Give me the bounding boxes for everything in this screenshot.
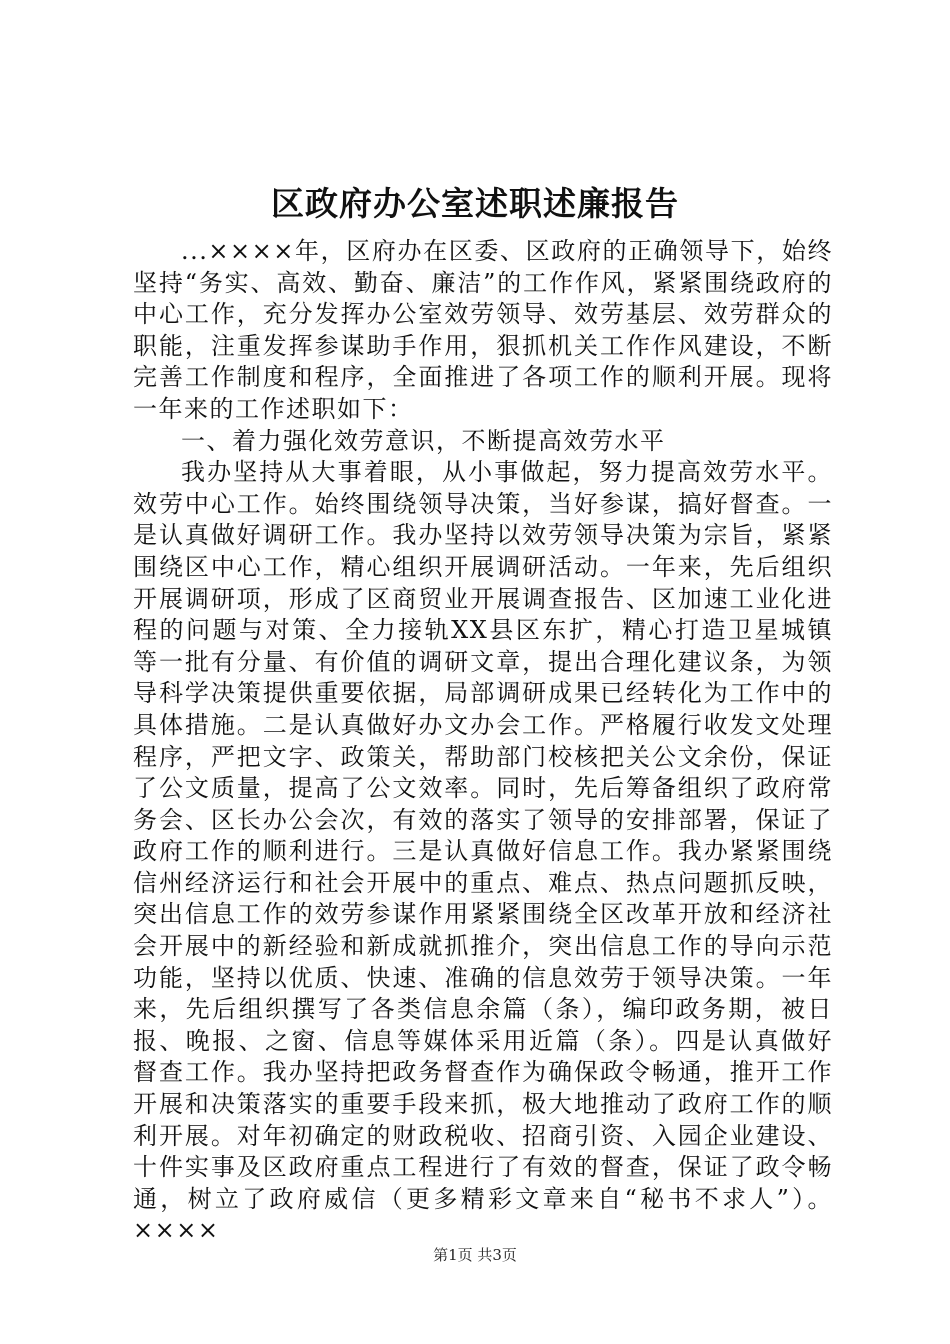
section-heading: 一、着力强化效劳意识，不断提高效劳水平: [181, 426, 666, 455]
document-body: [133, 236, 833, 1247]
body-paragraph: 我办坚持从大事着眼，从小事做起，努力提高效劳水平。效劳中心工作。始终围绕领导决策，当好参谋，搞好督查。一是认真做好调研工作。我办坚持以效劳领导决策为宗旨，紧紧围绕区中心工作，精心组织开展调研活动。一年来，先后组织开展调研项，形成了区商贸业开展调查报告、区加速工业化进程的问题与对策、全力接轨XX县区东扩，精心打造卫星城镇等一批有分量、有价值的调研文章，提出合理化建议条，为领导科学决策提供重要依据，局部调研成果已经转化为工作中的具体措施。二是认真做好办文办会工作。严格履行收发文处理程序，严把文字、政策关，帮助部门校核把关公文余份，保证了公文质量，提高了公文效率。同时，先后筹备组织了政府常务会、区长办公会次，有效的落实了领导的安排部署，保证了政府工作的顺利进行。三是认真做好信息工作。我办紧紧围绕信州经济运行和社会开展中的重点、难点、热点问题抓反映，突出信息工作的效劳参谋作用紧紧围绕全区改革开放和经济社会开展中的新经验和新成就抓推介，突出信息工作的导向示范功能，坚持以优质、快速、准确的信息效劳于领导决策。一年来，先后组织撰写了各类信息余篇（条），编印政务期，被日报、晚报、之窗、信息等媒体采用近篇（条）。四是认真做好督查工作。我办坚持把政务督查作为确保政令畅通，推开工作开展和决策落实的重要手段来抓，极大地推动了政府工作的顺利开展。对年初确定的财政税收、招商引资、入园企业建设、十件实事及区政府重点工程进行了有效的督查，保证了政令畅通，树立了政府威信（更多精彩文章来自“秘书不求人”）。××××: [133, 458, 833, 1245]
page-footer: 第1页 共3页: [433, 1246, 517, 1264]
intro-paragraph: ...××××年，区府办在区委、区政府的正确领导下，始终坚持“务实、高效、勤奋、廉洁”的工作作风，紧紧围绕政府的中心工作，充分发挥办公室效劳领导、效劳基层、效劳群众的职能，注重发挥参谋助手作用，狠抓机关工作作风建设，不断完善工作制度和程序，全面推进了各项工作的顺利开展。现将一年来的工作述职如下：: [133, 237, 833, 423]
document-title: 区政府办公室述职述廉报告: [271, 184, 679, 223]
